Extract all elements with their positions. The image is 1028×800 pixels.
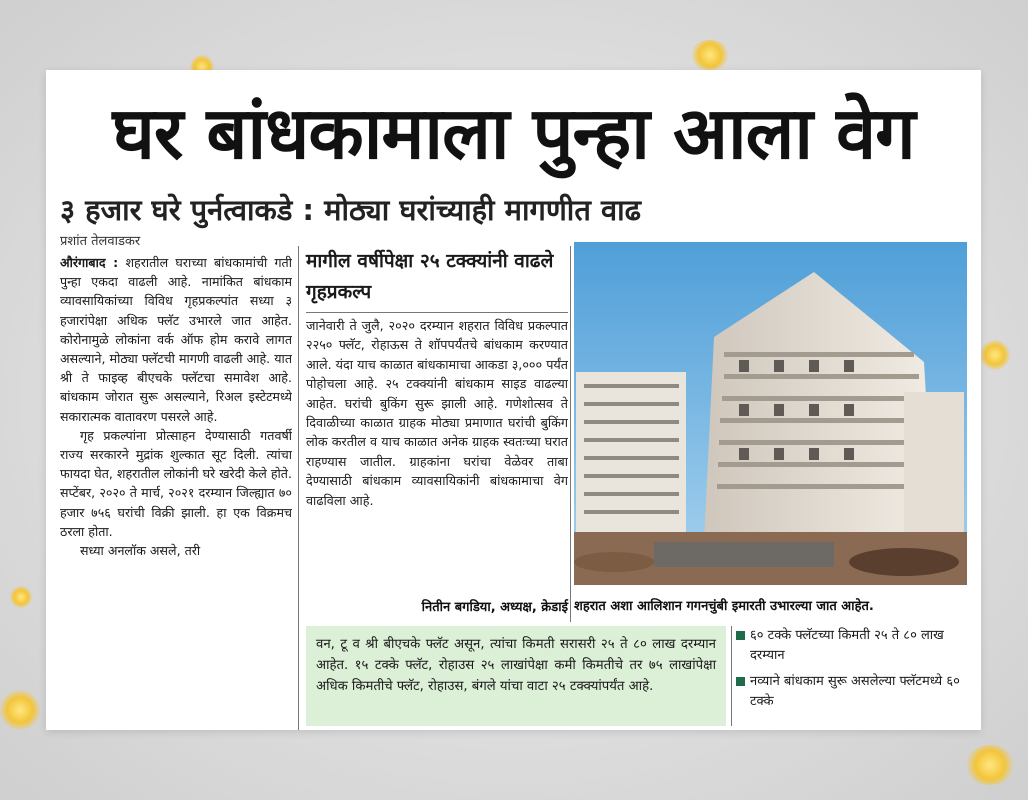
photo-caption: शहरात अशा आलिशान गगनचुंबी इमारती उभारल्या जात आहेत. xyxy=(574,599,874,614)
headline: घर बांधकामाला पुन्हा आला वेग xyxy=(112,91,915,175)
highlight-box: वन, टू व श्री बीएचके फ्लॅट असून, त्यांचा किमती सरासरी २५ ते ८० लाख दरम्यान आहेत. १५ टक्के फ्लॅट, रोहाउस २५ लाखांपेक्षा कमी किमतीचे तर ७५ लाखांपेक्षा अधिक किमतीचे फ्लॅट, रोहाउस, बंगले यांचा वाटा २५ टक्क्यांपर्यंत आहे. xyxy=(306,626,726,726)
sparkle-decoration xyxy=(0,690,40,730)
article-column-2: जानेवारी ते जुलै, २०२० दरम्यान शहरात विविध प्रकल्पात २२५० फ्लॅट, रोहाऊस ते शॉपपर्यंतचे बांधकाम करण्यात आले. यंदा याच काळात बांधकामाचा आकडा ३,००० पर्यंत पोहोचला आहे. २५ टक्क्यांनी बांधकाम साइड वाढल्या आहेत. घरांची बुकिंग सुरू झाली आहे. गणेशोत्सव ते दिवाळीच्या काळात ग्राहक मोठ्या प्रमाणात घरांची बुकिंग लोक करतील व याच काळात अनेक ग्राहक स्वतःच्या घरात राहण्यास जातील. ग्राहकांना घरांचा वेळेवर ताबा देण्यासाठी बांधकाम व्यावसायिकांनी बांधकामाचा वेग वाढविला आहे. xyxy=(306,318,568,508)
bullet-list xyxy=(736,626,976,726)
headline-underline xyxy=(306,312,568,313)
paragraph-text: शहरातील घराच्या बांधकामांची गती पुन्हा एकदा वाढली आहे. नामांकित बांधकाम व्यावसायिकांच्या विविध गृहप्रकल्पांत सध्या ३ हजारांपेक्षा अधिक फ्लॅट उभारले जात आहेत. कोरोनामुळे लोकांना वर्क ऑफ होम करावे लागत असल्याने, मोठ्या फ्लॅटची मागणी वाढली आहे. यात श्री ते फाइव्ह बीएचके फ्लॅटचा समावेश आहे. बांधकाम जोरात सुरू असल्याने, रिअल इस्टेटमध्ये सकारात्मक वातावरण पसरले आहे. xyxy=(60,255,292,424)
subheadline: ३ हजार घरे पुर्नत्वाकडे : मोठ्या घरांच्याही मागणीत वाढ xyxy=(60,193,641,227)
dateline: औरंगाबाद : xyxy=(60,255,119,270)
quote-attribution: नितीन बगडिया, अध्यक्ष, क्रेडाई xyxy=(421,600,568,615)
bullet-item xyxy=(736,626,976,666)
bullet-square-icon xyxy=(736,631,745,640)
paragraph: सध्या अनलॉक असले, तरी xyxy=(80,543,201,559)
bullet-text: नव्याने बांधकाम सुरू असलेल्या फ्लॅटमध्ये ६० टक्के xyxy=(750,674,960,709)
sparkle-decoration xyxy=(690,40,730,70)
paragraph: गृह प्रकल्पांना प्रोत्साहन देण्यासाठी गतवर्षी राज्य सरकारने मुद्रांक शुल्कात सूट दिली. त्यांचा फायदा घेत, शहरातील लोकांनी घरे खरेदी केले होते. सप्टेंबर, २०२० ते मार्च, २०२१ दरम्यान जिल्ह्यात ७० हजार ७५६ घरांची विक्री झाली. हा एक विक्रमच ठरला होता. xyxy=(60,427,292,539)
sidebar-headline: मागील वर्षीपेक्षा २५ टक्क्यांनी वाढले गृहप्रकल्प xyxy=(306,250,554,303)
building-photo xyxy=(574,242,967,585)
column-divider xyxy=(298,246,299,730)
column-divider xyxy=(731,626,732,726)
sparkle-decoration xyxy=(10,586,32,608)
sparkle-decoration xyxy=(965,745,1015,785)
paragraph xyxy=(60,253,292,426)
bullet-square-icon xyxy=(736,677,745,686)
byline: प्रशांत तेलवाडकर xyxy=(60,234,141,249)
bullet-text: ६० टक्के फ्लॅटच्या किमती २५ ते ८० लाख दरम्यान xyxy=(750,628,944,663)
column-divider xyxy=(570,246,571,622)
sparkle-decoration xyxy=(980,340,1010,370)
bullet-item xyxy=(736,672,976,712)
building-illustration xyxy=(574,242,967,585)
article-column-1 xyxy=(60,253,292,730)
newspaper-clipping xyxy=(46,70,981,730)
